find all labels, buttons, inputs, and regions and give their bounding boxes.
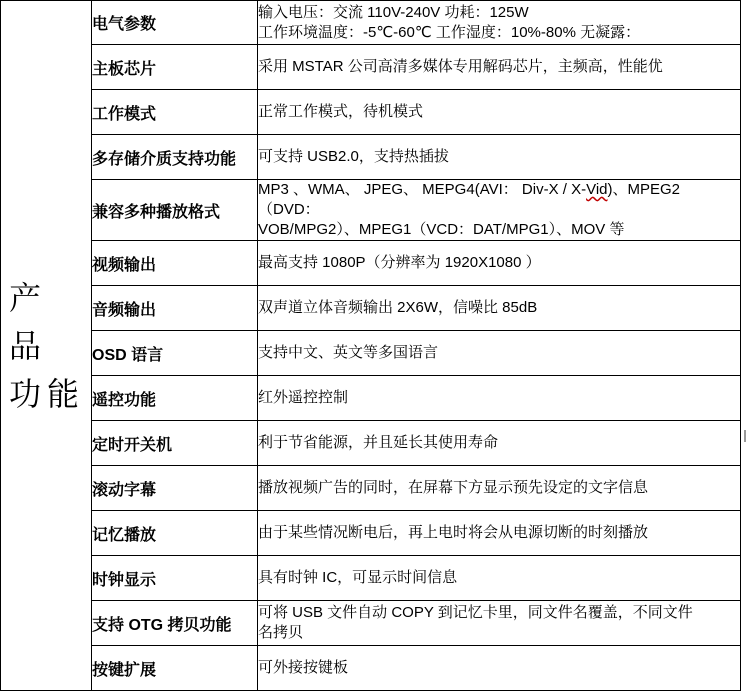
description-line: 可将 USB 文件自动 COPY 到记忆卡里，同文件名覆盖，不同文件 — [258, 604, 693, 621]
table-row — [1, 466, 741, 511]
table-row — [1, 286, 741, 331]
table-row — [1, 180, 741, 241]
description-cell: 支持中文、英文等多国语言 — [258, 331, 741, 376]
feature-cell: 主板芯片 — [92, 45, 258, 90]
table-row — [1, 331, 741, 376]
description-cell: 红外遥控控制 — [258, 376, 741, 421]
feature-cell: 电气参数 — [92, 1, 258, 45]
feature-cell: OSD 语言 — [92, 331, 258, 376]
group-label-line-1: 产 品 — [9, 278, 48, 365]
group-label-line-2: 功能 — [9, 374, 86, 413]
table-row — [1, 135, 741, 180]
feature-cell: 时钟显示 — [92, 556, 258, 601]
table-row — [1, 511, 741, 556]
description-line: VOB/MPG2）、MPEG1（VCD：DAT/MPG1）、MOV 等 — [258, 221, 625, 238]
feature-cell: 按键扩展 — [92, 646, 258, 691]
description-cell: 可支持 USB2.0，支持热插拔 — [258, 135, 741, 180]
feature-cell: 多存储介质支持功能 — [92, 135, 258, 180]
table-row — [1, 241, 741, 286]
description-text: MP3 、WMA、 JPEG、 MEPG4(AVI： Div-X / X- — [258, 181, 587, 198]
feature-cell: 记忆播放 — [92, 511, 258, 556]
description-cell — [258, 601, 741, 646]
feature-cell: 滚动字幕 — [92, 466, 258, 511]
description-cell: 正常工作模式，待机模式 — [258, 90, 741, 135]
feature-cell: 定时开关机 — [92, 421, 258, 466]
feature-cell: 遥控功能 — [92, 376, 258, 421]
description-cell: 可外接按键板 — [258, 646, 741, 691]
table-row — [1, 556, 741, 601]
feature-cell: 工作模式 — [92, 90, 258, 135]
table-row — [1, 376, 741, 421]
description-cell: 最高支持 1080P（分辨率为 1920X1080 ） — [258, 241, 741, 286]
description-cell: 播放视频广告的同时，在屏幕下方显示预先设定的文字信息 — [258, 466, 741, 511]
table-row — [1, 601, 741, 646]
table-row — [1, 1, 741, 45]
feature-cell: 视频输出 — [92, 241, 258, 286]
table-row — [1, 45, 741, 90]
description-text: )、MPEG2（DVD： — [258, 181, 681, 218]
feature-cell: 支持 OTG 拷贝功能 — [92, 601, 258, 646]
description-cell: 利于节省能源，并且延长其使用寿命 — [258, 421, 741, 466]
table-row — [1, 421, 741, 466]
description-line — [258, 180, 740, 220]
description-line: 工作环境温度：-5℃-60℃ 工作湿度：10%-80% 无凝露： — [258, 23, 641, 41]
group-label-cell — [1, 1, 92, 691]
feature-cell: 兼容多种播放格式 — [92, 180, 258, 241]
table-row — [1, 90, 741, 135]
description-cell: 双声道立体音频输出 2X6W，信噪比 85dB — [258, 286, 741, 331]
spellcheck-text: Vid — [586, 181, 608, 198]
feature-cell: 音频输出 — [92, 286, 258, 331]
description-cell: 采用 MSTAR 公司高清多媒体专用解码芯片，主频高，性能优 — [258, 45, 741, 90]
table-row — [1, 646, 741, 691]
description-line: 名拷贝 — [258, 624, 304, 641]
description-cell — [258, 180, 741, 241]
description-cell: 具有时钟 IC，可显示时间信息 — [258, 556, 741, 601]
description-cell — [258, 1, 741, 45]
description-line: 输入电压：交流 110V-240V 功耗：125W — [258, 3, 529, 21]
description-cell: 由于某些情况断电后，再上电时将会从电源切断的时刻播放 — [258, 511, 741, 556]
